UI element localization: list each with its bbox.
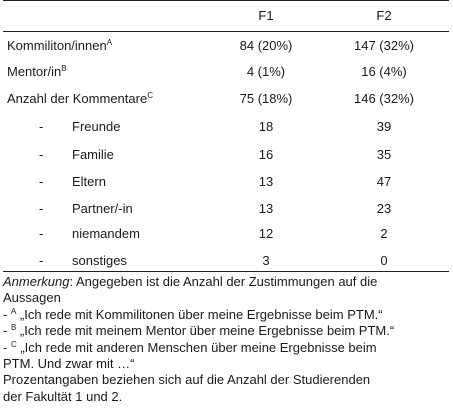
subrow-dash: - (39, 119, 44, 134)
subrow-dash: - (39, 201, 44, 216)
cell-f1: 13 (258, 201, 274, 216)
note-c-cont: PTM. Und zwar mit …“ (3, 356, 135, 372)
cell-f2: 23 (376, 201, 392, 216)
cell-f2: 39 (376, 119, 392, 134)
cell-f2: 35 (376, 147, 392, 162)
table-bottom-rule (3, 271, 449, 272)
table-row-mentor (3, 60, 449, 84)
cell-f1: 12 (258, 226, 274, 241)
table-subrow-partner (3, 197, 449, 221)
subrow-dash: - (39, 174, 44, 189)
cell-f1: 13 (258, 174, 274, 189)
table-top-rule (3, 0, 449, 1)
cell-f2: 146 (32%) (354, 91, 414, 106)
footnote-marker: C (147, 91, 153, 100)
cell-f2: 0 (380, 253, 388, 268)
note-prozent-2: der Fakultät 1 und 2. (3, 388, 123, 404)
footnote-marker: A (106, 38, 113, 47)
cell-f1: 18 (258, 119, 274, 134)
table-subrow-niemandem (3, 222, 449, 246)
table-notes (3, 274, 451, 405)
table-row-kommentare (3, 87, 449, 111)
table-subrow-sonstiges (3, 249, 449, 273)
anmerkung-label: Anmerkung (3, 274, 70, 289)
note-prozent-1: Prozentangaben beziehen sich auf die Anzahl der Studierenden (3, 372, 371, 388)
table-header-row (3, 4, 449, 28)
table-subrow-familie (3, 143, 449, 167)
cell-f1: 84 (20%) (239, 38, 293, 53)
cell-f2: 16 (4%) (361, 64, 407, 79)
subrow-label: sonstiges (72, 253, 127, 268)
subrow-label: Familie (72, 147, 114, 162)
cell-f2: 47 (376, 174, 392, 189)
note-anmerkung: Anmerkung: Angegeben ist die Anzahl der Zustimmungen auf die (3, 274, 378, 289)
subrow-label: Partner/-in (72, 201, 133, 216)
subrow-label: Freunde (72, 119, 121, 134)
cell-f2: 147 (32%) (354, 38, 414, 53)
subrow-dash: - (39, 147, 44, 162)
cell-f2: 2 (380, 226, 388, 241)
header-f2: F2 (376, 8, 392, 23)
subrow-dash: - (39, 226, 44, 241)
footnote-marker: B (61, 64, 67, 73)
subrow-dash: - (39, 253, 44, 268)
cell-f1: 3 (262, 253, 270, 268)
note-a: - $^A$ „Ich rede mit Kommilitonen über meine Ergebnisse beim PTM.“ (3, 306, 383, 322)
subrow-label: niemandem (72, 226, 140, 241)
table-header-rule (3, 31, 449, 32)
cell-f1: 16 (258, 147, 274, 162)
note-b: - $^B$ „Ich rede mit meinem Mentor über meine Ergebnisse beim PTM.“ (3, 323, 395, 339)
header-f1: F1 (258, 8, 274, 23)
cell-f1: 75 (18%) (239, 91, 293, 106)
note-anmerkung-cont: Aussagen (3, 290, 61, 306)
table-subrow-eltern (3, 170, 449, 194)
cell-f1: 4 (1%) (246, 64, 286, 79)
row-label: Anzahl der Kommentare$^C$ (7, 91, 153, 106)
table-subrow-freunde (3, 115, 449, 139)
table-row-kommilitonen (3, 34, 449, 58)
note-c: - $^C$ „Ich rede mit anderen Menschen über meine Ergebnisse beim (3, 339, 377, 355)
subrow-label: Eltern (72, 174, 106, 189)
row-label: Kommiliton/innen$^A$ (7, 38, 113, 53)
row-label: Mentor/$in^B$ (7, 64, 67, 79)
